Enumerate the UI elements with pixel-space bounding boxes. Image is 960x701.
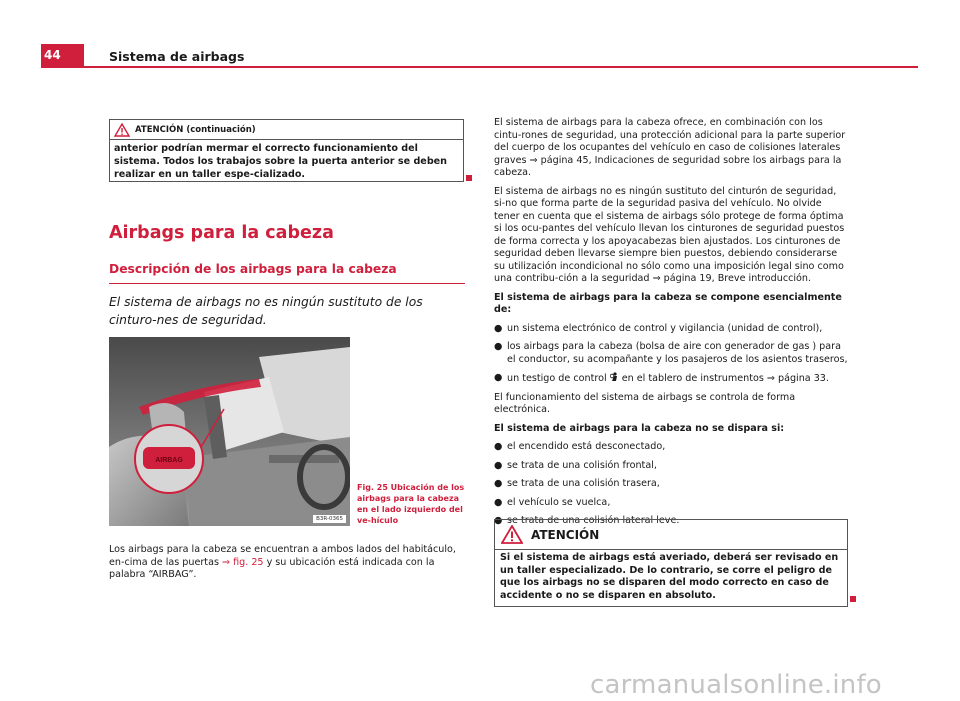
warning-continued-text: anterior podrían mermar el correcto funcionamiento del sistema. Todos los trabajos sobre la puerta anterior se deben realizar en un taller espe-cializado. xyxy=(114,143,448,180)
section-end-marker xyxy=(466,175,472,181)
attention-text: Si el sistema de airbags está averiado, deberá ser revisado en un taller especializado. De lo contrario, se corre el peligro de que los airbags no se disparen del modo correcto en caso de accidente o no se disparen en absoluto. xyxy=(500,552,839,601)
figure-link[interactable]: ⇒ fig. 25 xyxy=(222,556,264,568)
section-subtitle: Descripción de los airbags para la cabeza xyxy=(109,262,397,276)
section-title: Airbags para la cabeza xyxy=(109,223,334,243)
right-column xyxy=(494,117,849,534)
warning-continued-box xyxy=(109,119,464,182)
figure-caption: Fig. 25 Ubicación de los airbags para la cabeza en el lado izquierdo del ve-hículo xyxy=(357,483,465,525)
list-item: ● se trata de una colisión trasera, xyxy=(494,478,660,489)
section-end-marker xyxy=(850,596,856,602)
page-number: 44 xyxy=(44,48,61,62)
header-title: Sistema de airbags xyxy=(109,49,245,64)
car-interior-illustration xyxy=(109,337,350,526)
figure-code: B3R-0365 xyxy=(313,515,346,523)
attention-title: ATENCIÓN xyxy=(531,527,600,542)
attention-header xyxy=(495,520,847,550)
header-rule xyxy=(84,66,918,68)
list-item: ● un sistema electrónico de control y vigilancia (unidad de control), xyxy=(494,322,823,334)
list-item: ● el vehículo se vuelca, xyxy=(494,496,611,508)
no-trigger-title: El sistema de airbags para la cabeza no se dispara si: xyxy=(494,422,785,434)
watermark: carmanualsonline.info xyxy=(590,670,882,700)
warning-continued-title: ATENCIÓN (continuación) xyxy=(135,124,256,135)
list-item: ● los airbags para la cabeza (bolsa de aire con generador de gas ) para el conductor, su acompañante y los pasajeros de los asientos traseros, xyxy=(494,341,848,365)
warning-triangle-icon xyxy=(114,123,130,137)
subtitle-rule xyxy=(109,283,465,284)
right-paragraph-2: El sistema de airbags no es ningún sustituto del cinturón de seguridad, si-no que forma parte de la seguridad pasiva del vehículo. No olvide tener en cuenta que el sistema de airbags sólo protege de forma óptima si los ocu-pantes del vehículo llevan los cinturones de seguridad puestos de forma correcta y los apoyacabezas bien ajustados. Los cinturones de seguridad deben llevarse siempre bien puestos, debiendo considerarse su utilización incondicional no sólo como una imposición legal sino como una contribu-ción a la seguridad ⇒ página 19, Breve introducción. xyxy=(494,185,845,284)
components-title: El sistema de airbags para la cabeza se compone esencialmente de: xyxy=(494,291,842,315)
left-paragraph-text-2: y su ubicación está indicada con la palabra “AIRBAG”. xyxy=(109,556,435,580)
list-item: ● un testigo de control en el tablero de instrumentos ⇒ página 33. xyxy=(494,372,829,384)
left-paragraph xyxy=(109,544,469,582)
list-item: ● el encendido está desconectado, xyxy=(494,441,666,452)
left-paragraph-text-1: Los airbags para la cabeza se encuentran a ambos lados del habitáculo, en-cima de las puertas xyxy=(109,544,456,568)
lead-text: El sistema de airbags no es ningún sustituto de los cinturo-nes de seguridad. xyxy=(109,295,423,327)
figure-airbag-location xyxy=(109,337,350,526)
warning-continued-header xyxy=(110,120,463,140)
airbag-warning-lamp-icon xyxy=(610,372,619,382)
right-paragraph-1: El sistema de airbags para la cabeza ofrece, en combinación con los cintu-rones de seguridad, una protección adicional para la parte superior del cuerpo de los ocupantes del vehículo en caso de colisiones laterales graves ⇒ página 45, Indicaciones de seguridad sobre los airbags para la cabeza. xyxy=(494,117,846,178)
list-item: ● se trata de una colisión frontal, xyxy=(494,459,657,471)
list-item: ● se trata de una colisión lateral leve. xyxy=(494,515,680,526)
airbag-label: AIRBAG xyxy=(155,457,183,464)
right-paragraph-3: El funcionamiento del sistema de airbags se controla de forma electrónica. xyxy=(494,391,796,415)
attention-box xyxy=(494,519,848,607)
warning-triangle-icon xyxy=(501,525,523,544)
